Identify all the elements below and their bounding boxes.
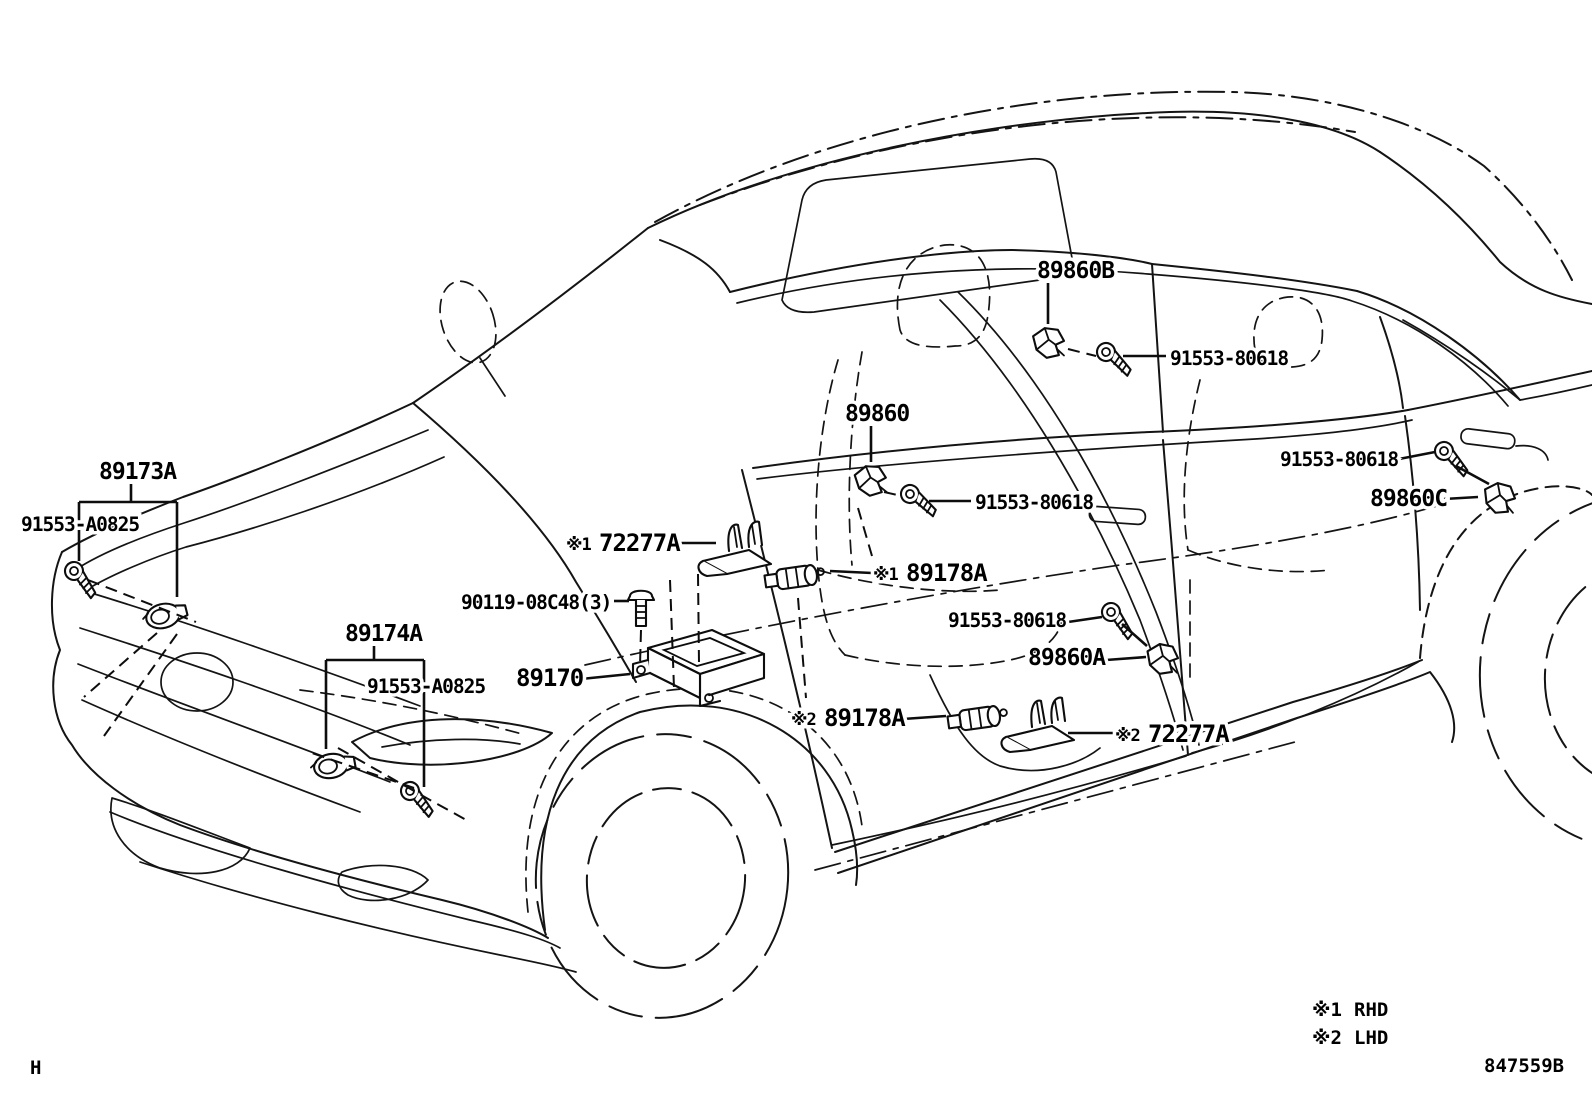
footer-figure-code: 847559B (1484, 1055, 1565, 1077)
label-89178a-2-prefix: ※2 (791, 710, 816, 730)
legend-note1-text: RHD (1354, 999, 1389, 1021)
bracket-72277a-rhd (698, 522, 771, 576)
label-89173a: 89173A (99, 459, 177, 485)
car-outline (52, 92, 1592, 1031)
label-91553-80618-right: 91553-80618 (1280, 448, 1399, 471)
label-91553-80618-low: 91553-80618 (948, 609, 1067, 632)
screw-91553-80618-top (1093, 340, 1137, 376)
legend-note2-symbol: ※2 (1312, 1027, 1342, 1049)
screw-91553-a0825-front-rh (60, 558, 103, 598)
label-89178a-1: 89178A (906, 559, 987, 587)
label-89174a: 89174A (345, 621, 423, 647)
label-91553-80618-top: 91553-80618 (1170, 347, 1289, 370)
label-89178a-2: 89178A (824, 704, 905, 732)
label-89170: 89170 (516, 664, 584, 692)
label-90119-08c48: 90119-08C48(3) (461, 591, 612, 614)
bracket-72277a-lhd (1001, 698, 1074, 752)
label-89860: 89860 (845, 401, 910, 427)
legend (1312, 999, 1388, 1049)
legend-note2-text: LHD (1354, 1027, 1389, 1049)
label-91553-80618-mid: 91553-80618 (975, 491, 1094, 514)
label-89860a: 89860A (1028, 645, 1106, 671)
part-glyphs (60, 324, 1522, 817)
label-72277a-1: 72277A (599, 529, 680, 557)
label-89178a-1-prefix: ※1 (873, 565, 898, 585)
label-72277a-2-prefix: ※2 (1115, 726, 1140, 746)
screw-91553-80618-mid (897, 482, 941, 516)
curtain-sensor-89860b (1028, 324, 1070, 362)
label-89860b: 89860B (1037, 258, 1115, 284)
label-91553-a0825-1: 91553-A0825 (21, 513, 140, 536)
bolt-90119-08c48 (628, 591, 654, 626)
label-72277a-1-prefix: ※1 (566, 535, 591, 555)
side-sensor-89178a-rhd (764, 563, 826, 591)
label-72277a-2: 72277A (1148, 720, 1229, 748)
side-sensor-89178a-lhd (947, 704, 1009, 732)
label-89860c: 89860C (1370, 486, 1448, 512)
label-91553-a0825-2: 91553-A0825 (367, 675, 486, 698)
legend-note1-symbol: ※1 (1312, 999, 1342, 1021)
footer-page-letter: H (30, 1057, 42, 1079)
curtain-sensor-89860c (1478, 478, 1522, 520)
